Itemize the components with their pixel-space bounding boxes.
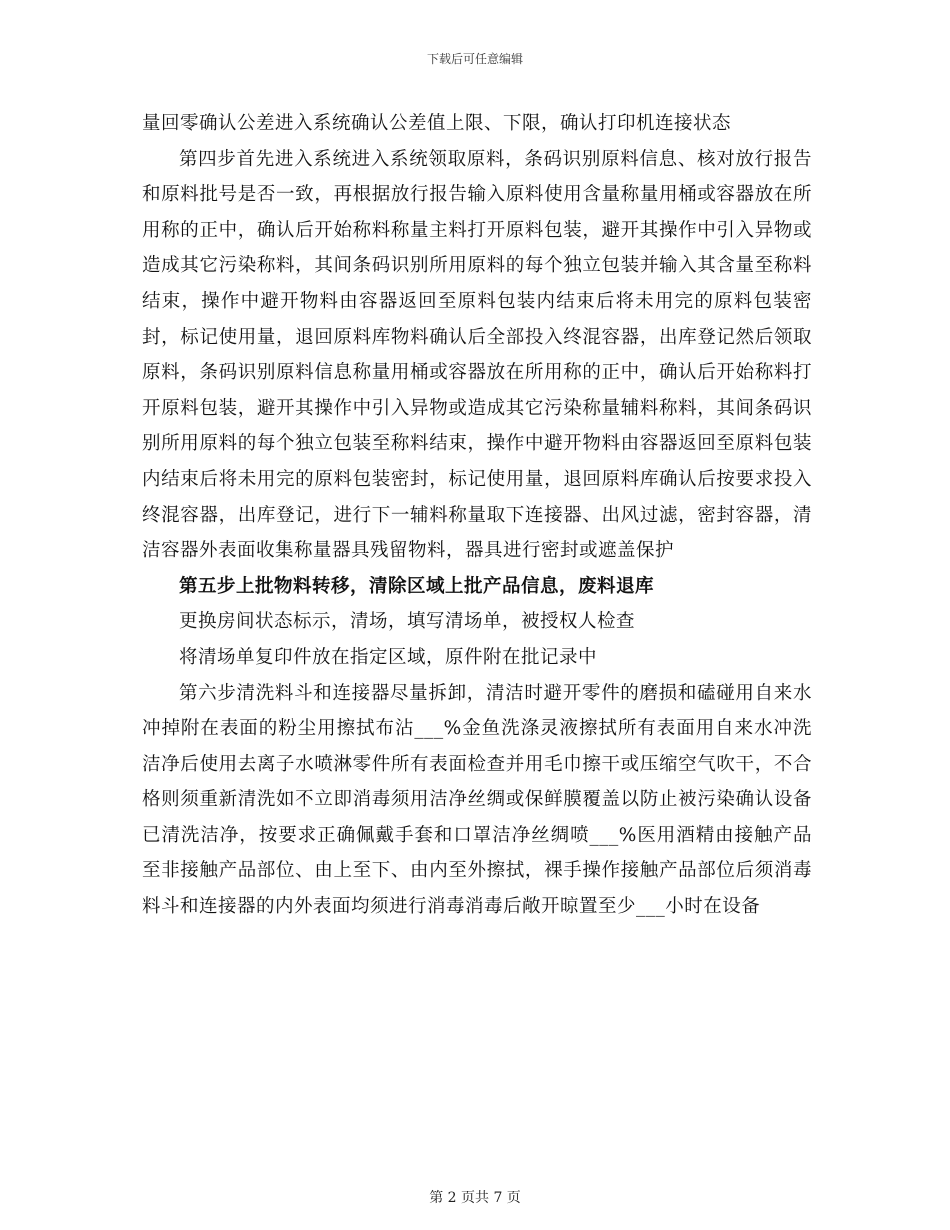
document-body	[142, 106, 812, 925]
page-header: 下载后可任意编辑	[426, 52, 523, 66]
paragraph-step-four: 第四步首先进入系统进入系统领取原料，条码识别原料信息、核对放行报告和原料批号是否一致，再根据放行报告输入原料使用含量称量用桶或容器放在所用称的正中，确认后开始称料称量主料打开原料包装，避开其操作中引入异物或造成其它污染称料，其间条码识别所用原料的每个独立包装并输入其含量至称料结束，操作中避开物料由容器返回至原料包装内结束后将未用完的原料包装密封，标记使用量，退回原料库物料确认后全部投入终混容器，出库登记然后领取原料，条码识别原料信息称量用桶或容器放在所用称的正中，确认后开始称料打开原料包装，避开其操作中引入异物或造成其它污染称量辅料称料，其间条码识别所用原料的每个独立包装至称料结束，操作中避开物料由容器返回至原料包装内结束后将未用完的原料包装密封，标记使用量，退回原料库确认后按要求投入终混容器，出库登记，进行下一辅料称量取下连接器、出风过滤，密封容器，清洁容器外表面收集称量器具残留物料，器具进行密封或遮盖保护	[142, 148, 812, 562]
paragraph-continuation: 量回零确认公差进入系统确认公差值上限、下限，确认打印机连接状态	[142, 113, 732, 134]
paragraph-step-six: 第六步清洗料斗和连接器尽量拆卸，清洁时避开零件的磨损和磕碰用自来水冲掉附在表面的粉尘用擦拭布沾___%金鱼洗涤灵液擦拭所有表面用自来水冲洗洁净后使用去离子水喷淋零件所有表面检查并用毛巾擦干或压缩空气吹干，不合格则须重新清洗如不立即消毒须用洁净丝绸或保鲜膜覆盖以防止被污染确认设备已清洗洁净，按要求正确佩戴手套和口罩洁净丝绸喷___%医用酒精由接触产品至非接触产品部位、由上至下、由内至外擦拭，裸手操作接触产品部位后须消毒料斗和连接器的内外表面均须进行消毒消毒后敞开晾置至少___小时在设备	[142, 682, 812, 918]
heading-step-five: 第五步上批物料转移，清除区域上批产品信息，废料退库	[179, 575, 655, 597]
page-footer: 第 2 页共 7 页	[429, 1190, 521, 1206]
paragraph-room-status: 更换房间状态标示，清场，填写清场单，被授权人检查	[179, 611, 636, 633]
paragraph-clearance-copy: 将清场单复印件放在指定区域，原件附在批记录中	[179, 646, 598, 668]
